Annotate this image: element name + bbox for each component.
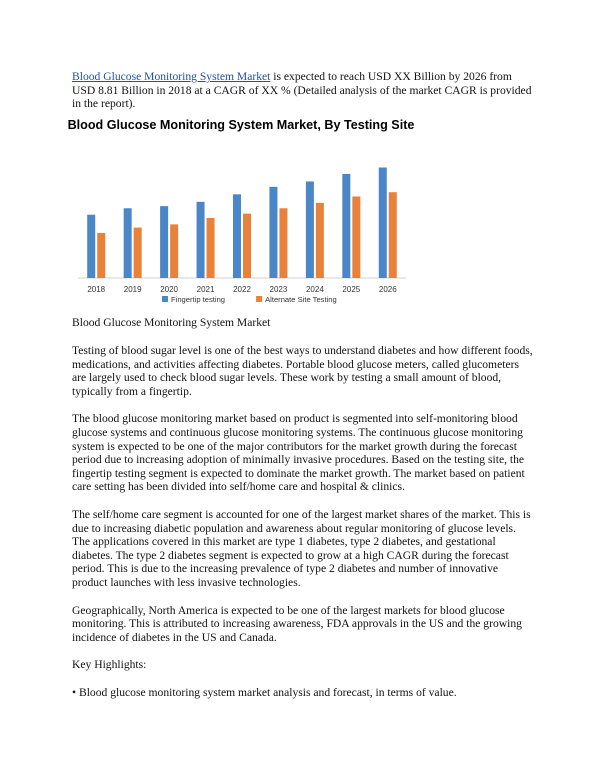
x-tick-label: 2024 (305, 285, 324, 294)
key-highlights-heading: Key Highlights: (72, 658, 147, 672)
bar-fingertip-testing-2020 (160, 206, 168, 278)
paragraph-geography: Geographically, North America is expected to be one of the largest markets for blood glucose monitoring. This is attributed to increasing awareness, FDA approvals in the US and the growing incidence of diabetes in the US and Canada. (72, 603, 522, 644)
intro-paragraph (72, 70, 534, 111)
x-tick-label: 2018 (87, 285, 106, 294)
x-tick-label: 2026 (378, 285, 397, 294)
paragraph-testing: Testing of blood sugar level is one of the best ways to understand diabetes and how different foods, medications, and activities affecting diabetes. Portable blood glucose meters, called glucometers are largely used to check blood sugar levels. These work by testing a small amount of blood, typically from a fingertip. (72, 344, 533, 398)
bar-fingertip-testing-2019 (124, 208, 132, 278)
bar-fingertip-testing-2024 (306, 181, 314, 278)
x-tick-label: 2022 (233, 285, 251, 294)
x-tick-label: 2025 (342, 285, 361, 294)
article-body (72, 344, 534, 713)
bar-alternate-site-testing-2024 (316, 203, 324, 278)
chart-title: Blood Glucose Monitoring System Market, By Testing Site (67, 118, 415, 132)
legend-label: Fingertip testing (171, 295, 226, 304)
bar-fingertip-testing-2021 (197, 202, 205, 278)
x-tick-label: 2023 (269, 285, 288, 294)
legend-swatch (162, 296, 168, 302)
x-tick-label: 2021 (196, 285, 215, 294)
legend-swatch (256, 296, 262, 302)
bar-chart (66, 112, 416, 320)
highlight-bullet: • Blood glucose monitoring system market analysis and forecast, in terms of value. (72, 685, 457, 699)
bar-alternate-site-testing-2019 (134, 228, 142, 278)
bar-alternate-site-testing-2025 (352, 196, 360, 278)
bar-fingertip-testing-2023 (269, 187, 277, 278)
paragraph-home-care: The self/home care segment is accounted for one of the largest market shares of the market. This is due to increasing diabetic population and awareness about regular monitoring of glucose levels. The applications covered in this market are type 1 diabetes, type 2 diabetes, and gestational diabetes. The type 2 diabetes segment is expected to grow at a high CAGR during the forecast period. This is due to the increasing prevalence of type 2 diabetes and number of innovative product launches with less invasive technologies. (72, 507, 531, 589)
bar-fingertip-testing-2025 (342, 174, 350, 278)
intro-text: is expected to reach USD XX Billion by 2026 from USD 8.81 Billion in 2018 at a CAGR of XX % (Detailed analysis of the market CAGR is provided in the report). (72, 70, 532, 111)
paragraph-product-segments: The blood glucose monitoring market based on product is segmented into self-monitoring blood glucose systems and continuous glucose monitoring systems. The continuous glucose monitoring system is expected to be one of the major contributors for the market growth during the forecast period due to increasing adoption of minimally invasive procedures. Based on the testing site, the fingertip testing segment is expected to dominate the market growth. The market based on patient care setting has been divided into self/home care and hospital & clinics. (72, 412, 525, 494)
x-tick-label: 2020 (160, 285, 179, 294)
x-tick-label: 2019 (123, 285, 142, 294)
bar-fingertip-testing-2018 (87, 215, 95, 278)
bar-fingertip-testing-2026 (379, 168, 387, 278)
chart-caption: Blood Glucose Monitoring System Market (72, 316, 271, 329)
bar-alternate-site-testing-2018 (97, 233, 105, 278)
bar-fingertip-testing-2022 (233, 194, 241, 278)
bar-alternate-site-testing-2021 (207, 218, 215, 278)
bar-alternate-site-testing-2022 (243, 214, 251, 278)
chart-canvas (66, 112, 416, 320)
market-report-link[interactable]: Blood Glucose Monitoring System Market (72, 70, 271, 83)
bar-alternate-site-testing-2023 (279, 208, 287, 278)
legend-label: Alternate Site Testing (265, 295, 337, 304)
bar-alternate-site-testing-2026 (389, 192, 397, 278)
bar-alternate-site-testing-2020 (170, 224, 178, 278)
